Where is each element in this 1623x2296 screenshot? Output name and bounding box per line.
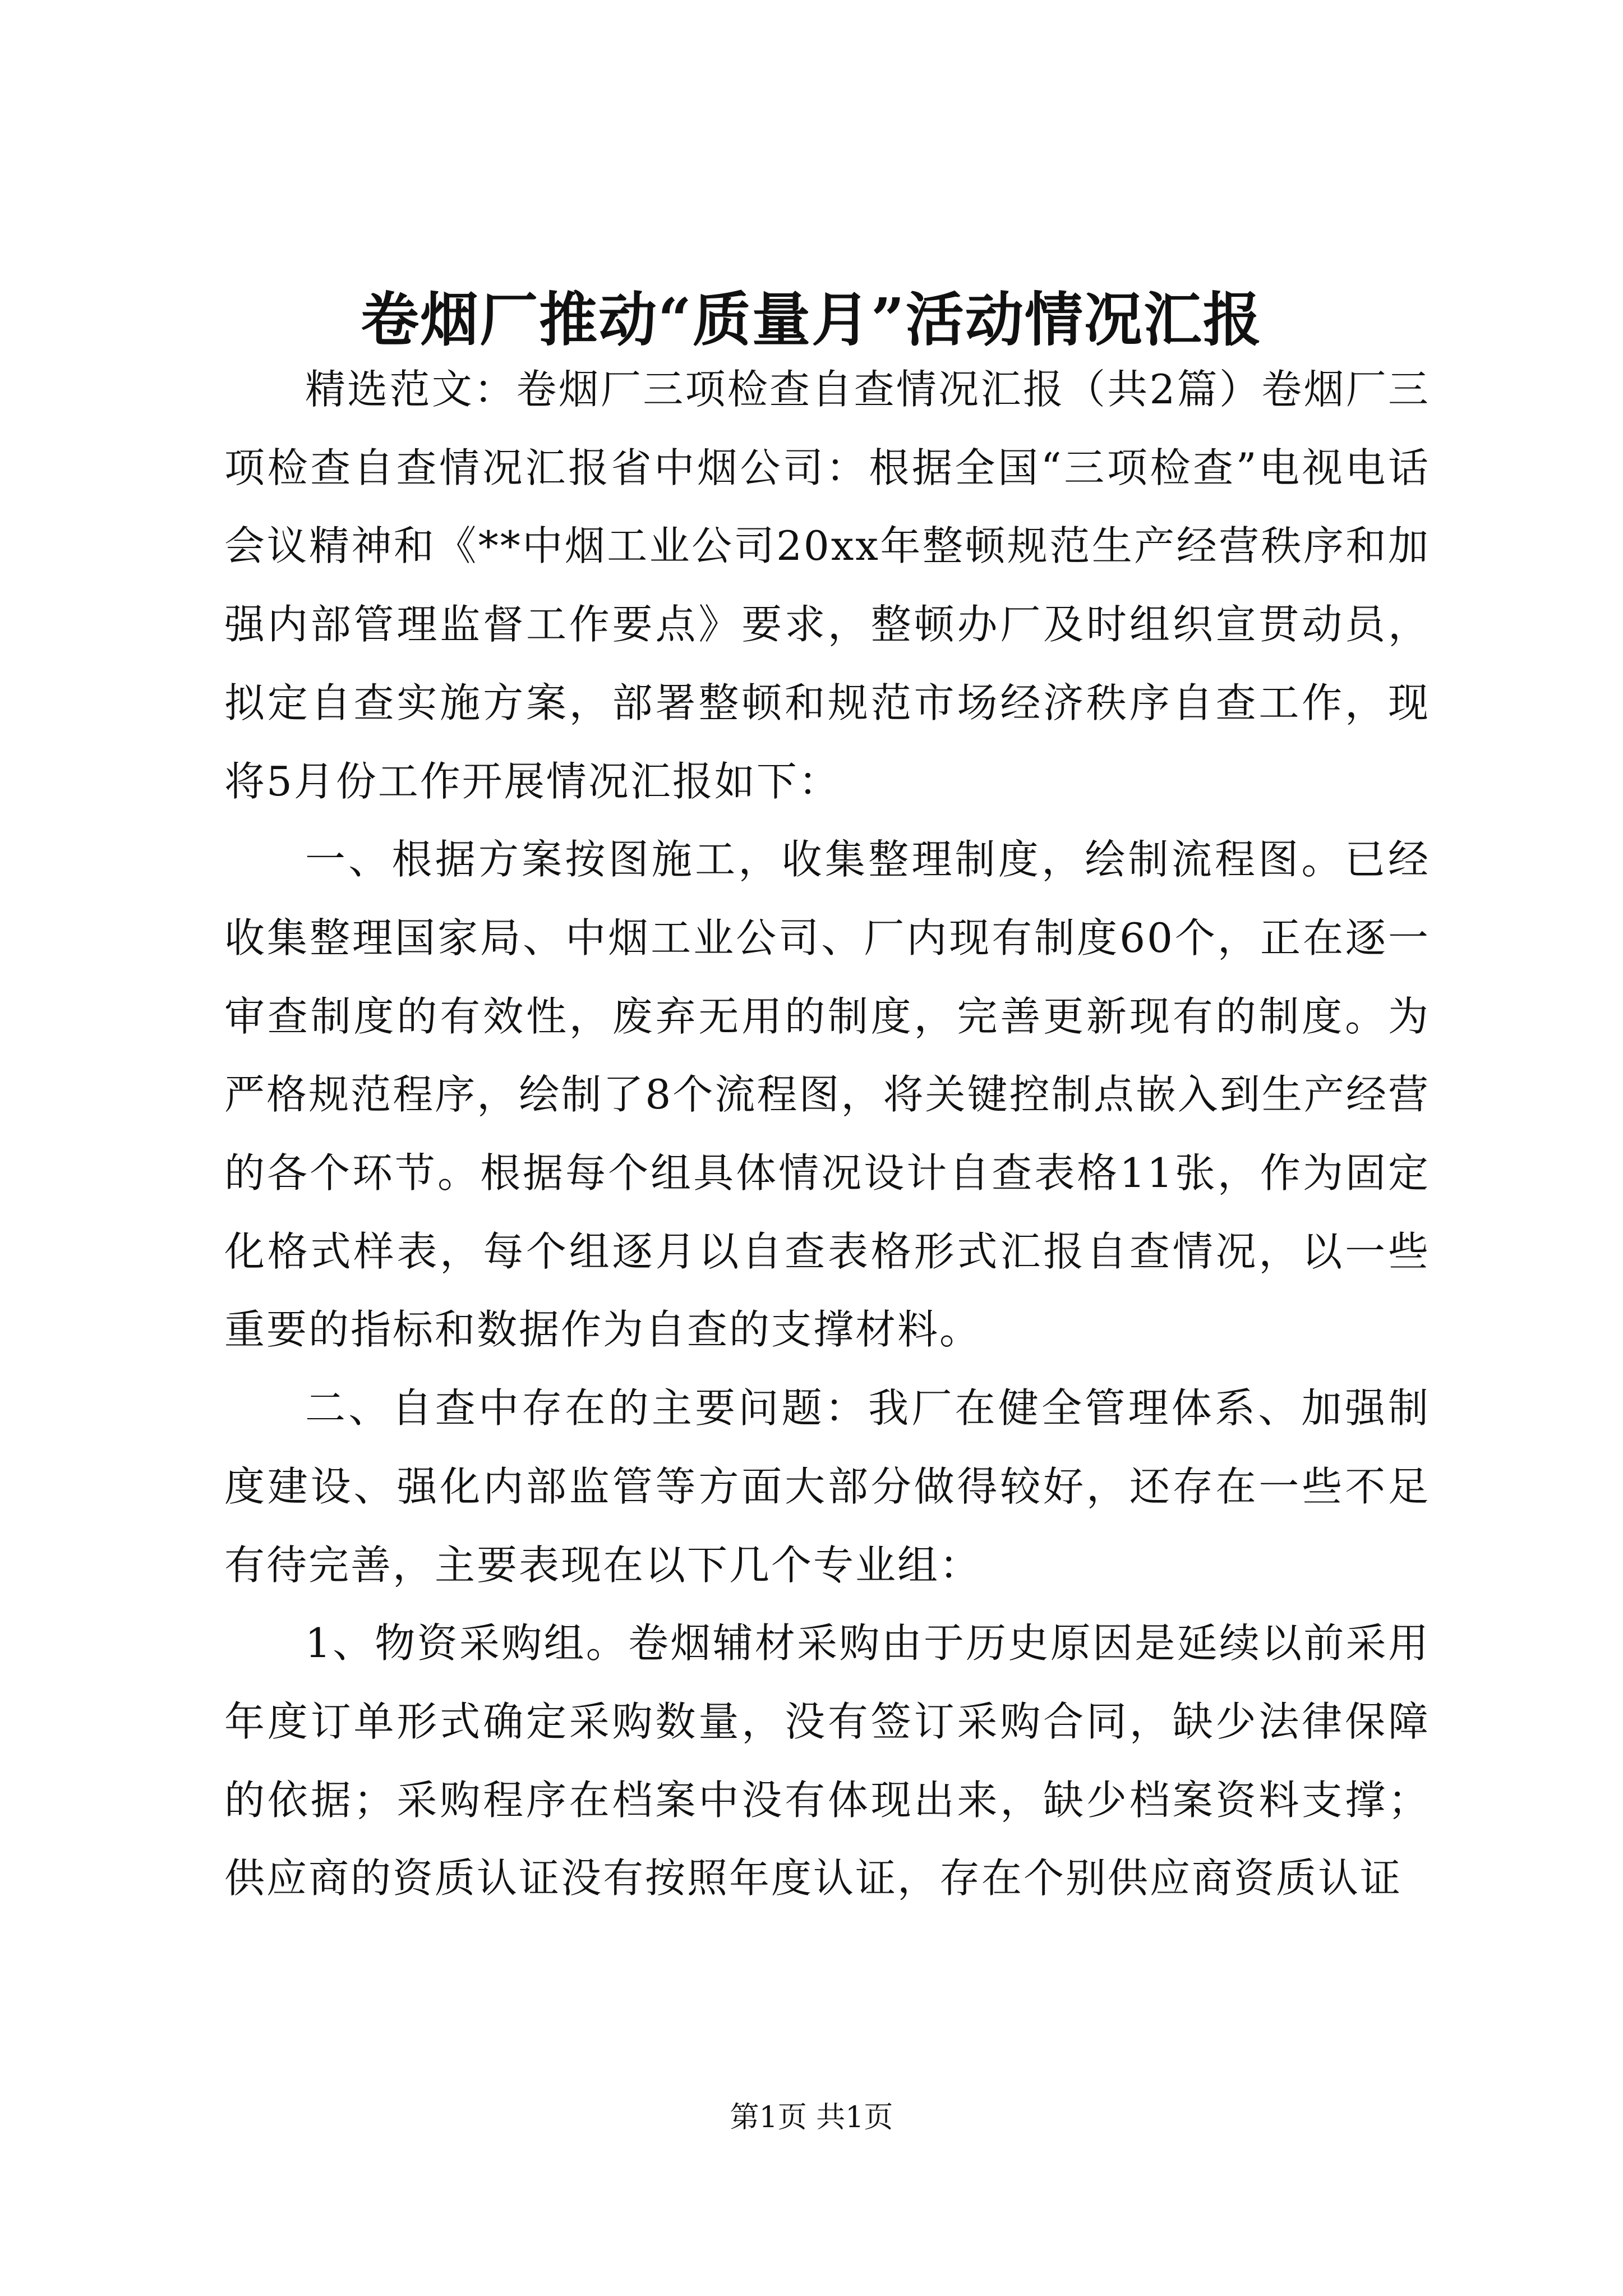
paragraph-section-1: 一、根据方案按图施工，收集整理制度，绘制流程图。已经收集整理国家局、中烟工业公司、厂内现有制度60个，正在逐一审查制度的有效性，废弃无用的制度，完善更新现有的制度。为严格规范程序，绘制了8个流程图，将关键控制点嵌入到生产经营的各个环节。根据每个组具体情况设计自查表格11张，作为固定化格式样表，每个组逐月以自查表格形式汇报自查情况，以一些重要的指标和数据作为自查的支撑材料。 [224,836,1430,1354]
document-body [224,351,1430,1918]
paragraph-section-2: 二、自查中存在的主要问题：我厂在健全管理体系、加强制度建设、强化内部监管等方面大部分做得较好，还存在一些不足有待完善，主要表现在以下几个专业组： [224,1384,1430,1589]
page-footer: 第1页 共1页 [730,2101,893,2134]
document-title: 卷烟厂推动“质量月”活动情况汇报 [361,285,1262,354]
paragraph-intro: 精选范文：卷烟厂三项检查自查情况汇报（共2篇）卷烟厂三项检查自查情况汇报省中烟公司：根据全国“三项检查”电视电话会议精神和《**中烟工业公司20xx年整顿规范生产经营秩序和加强内部管理监督工作要点》要求，整顿办厂及时组织宣贯动员，拟定自查实施方案，部署整顿和规范市场经济秩序自查工作，现将5月份工作开展情况汇报如下： [224,366,1430,805]
paragraph-item-1: 1、物资采购组。卷烟辅材采购由于历史原因是延续以前采用年度订单形式确定采购数量，没有签订采购合同，缺少法律保障的依据；采购程序在档案中没有体现出来，缺少档案资料支撑；供应商的资质认证没有按照年度认证，存在个别供应商资质认证 [224,1619,1430,1902]
